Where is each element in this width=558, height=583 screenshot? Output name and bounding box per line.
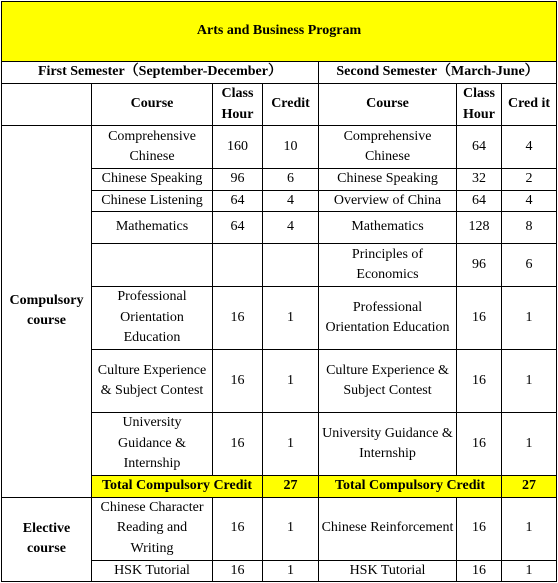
class-hour-second: 64 bbox=[457, 190, 502, 212]
class-hour-first: 64 bbox=[213, 190, 263, 212]
course-name-first: Comprehensive Chinese bbox=[92, 126, 213, 169]
course-name-first: HSK Tutorial bbox=[92, 560, 213, 582]
compulsory-category-label: Compulsory course bbox=[2, 126, 92, 498]
course-name-second: Principles of Economics bbox=[319, 244, 457, 287]
class-hour-first: 16 bbox=[213, 287, 263, 350]
course-name-first: University Guidance & Internship bbox=[92, 413, 213, 476]
credit-first: 1 bbox=[263, 287, 319, 350]
class-hour-first: 16 bbox=[213, 560, 263, 582]
credit-second: 1 bbox=[502, 350, 557, 413]
class-hour-second: 16 bbox=[457, 497, 502, 560]
class-hour-second: 32 bbox=[457, 169, 502, 191]
class-hour-second: 16 bbox=[457, 350, 502, 413]
second-semester-header: Second Semester（March-June） bbox=[319, 62, 557, 84]
class-hour-header-first: Class Hour bbox=[213, 84, 263, 126]
course-name-second: University Guidance & Internship bbox=[319, 413, 457, 476]
course-name-second: Comprehensive Chinese bbox=[319, 126, 457, 169]
credit-first: 1 bbox=[263, 350, 319, 413]
credit-first: 4 bbox=[263, 190, 319, 212]
credit-first: 6 bbox=[263, 169, 319, 191]
program-table bbox=[1, 1, 557, 582]
class-hour-second: 64 bbox=[457, 126, 502, 169]
total-credit-second: 27 bbox=[502, 476, 557, 498]
course-name-second: Mathematics bbox=[319, 212, 457, 244]
course-name-second: HSK Tutorial bbox=[319, 560, 457, 582]
elective-category-label: Elective course bbox=[2, 497, 92, 582]
class-hour-second: 16 bbox=[457, 287, 502, 350]
course-name-second: Professional Orientation Education bbox=[319, 287, 457, 350]
first-semester-header: First Semester（September-December） bbox=[2, 62, 319, 84]
credit-first: 4 bbox=[263, 212, 319, 244]
credit-header-second: Cred it bbox=[502, 84, 557, 126]
credit-header-first: Credit bbox=[263, 84, 319, 126]
credit-first: 1 bbox=[263, 560, 319, 582]
course-name-second: Chinese Reinforcement bbox=[319, 497, 457, 560]
credit-second: 4 bbox=[502, 126, 557, 169]
class-hour-second: 128 bbox=[457, 212, 502, 244]
course-name-second: Chinese Speaking bbox=[319, 169, 457, 191]
credit-second: 2 bbox=[502, 169, 557, 191]
credit-first: 1 bbox=[263, 497, 319, 560]
class-hour-second: 96 bbox=[457, 244, 502, 287]
class-hour-first: 64 bbox=[213, 212, 263, 244]
credit-second: 1 bbox=[502, 287, 557, 350]
table-row bbox=[2, 497, 557, 560]
total-label-first: Total Compulsory Credit bbox=[92, 476, 263, 498]
class-hour-second: 16 bbox=[457, 413, 502, 476]
course-name-second: Culture Experience & Subject Contest bbox=[319, 350, 457, 413]
course-name-first: Chinese Character Reading and Writing bbox=[92, 497, 213, 560]
credit-second: 4 bbox=[502, 190, 557, 212]
course-header-second: Course bbox=[319, 84, 457, 126]
table-row bbox=[2, 126, 557, 169]
credit-second: 1 bbox=[502, 560, 557, 582]
class-hour-second: 16 bbox=[457, 560, 502, 582]
course-name-first: Professional Orientation Education bbox=[92, 287, 213, 350]
class-hour-first bbox=[213, 244, 263, 287]
class-hour-first: 16 bbox=[213, 350, 263, 413]
course-name-second: Overview of China bbox=[319, 190, 457, 212]
program-title: Arts and Business Program bbox=[2, 2, 557, 62]
class-hour-first: 160 bbox=[213, 126, 263, 169]
course-name-first: Mathematics bbox=[92, 212, 213, 244]
credit-first bbox=[263, 244, 319, 287]
course-name-first: Chinese Listening bbox=[92, 190, 213, 212]
class-hour-first: 16 bbox=[213, 413, 263, 476]
category-header-blank bbox=[2, 84, 92, 126]
credit-second: 1 bbox=[502, 497, 557, 560]
credit-first: 1 bbox=[263, 413, 319, 476]
total-credit-first: 27 bbox=[263, 476, 319, 498]
course-name-first: Culture Experience & Subject Contest bbox=[92, 350, 213, 413]
course-header-first: Course bbox=[92, 84, 213, 126]
total-label-second: Total Compulsory Credit bbox=[319, 476, 502, 498]
credit-second: 8 bbox=[502, 212, 557, 244]
course-name-first bbox=[92, 244, 213, 287]
class-hour-first: 16 bbox=[213, 497, 263, 560]
credit-first: 10 bbox=[263, 126, 319, 169]
credit-second: 1 bbox=[502, 413, 557, 476]
class-hour-header-second: Class Hour bbox=[457, 84, 502, 126]
credit-second: 6 bbox=[502, 244, 557, 287]
class-hour-first: 96 bbox=[213, 169, 263, 191]
course-name-first: Chinese Speaking bbox=[92, 169, 213, 191]
program-table-container bbox=[1, 1, 556, 582]
